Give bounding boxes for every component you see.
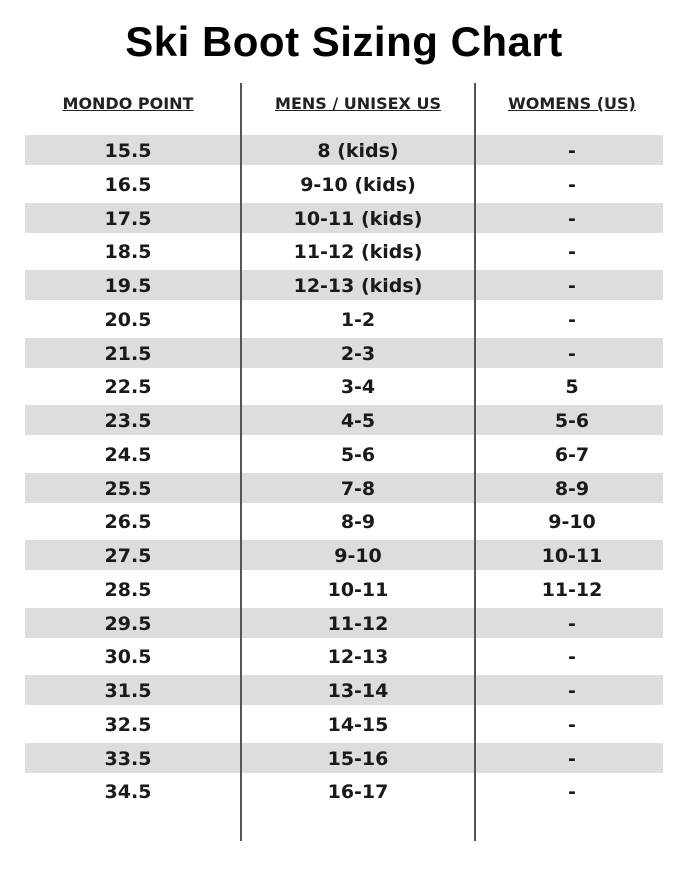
column-divider — [474, 83, 476, 841]
mondo-point-cell: 22.5 — [104, 376, 152, 399]
womens-size-cell: - — [568, 308, 576, 331]
womens-size-cell: - — [568, 612, 576, 635]
table-row — [0, 673, 688, 707]
table-row — [0, 302, 688, 336]
mens-size-cell: 2-3 — [340, 342, 376, 365]
header-mens-unisex: MENS / UNISEX US — [275, 94, 441, 113]
mens-size-cell: 11-12 (kids) — [293, 241, 423, 264]
womens-size-cell: 6-7 — [554, 443, 590, 466]
mens-size-cell: 16-17 — [327, 781, 389, 804]
table-row — [0, 201, 688, 235]
mondo-point-cell: 33.5 — [104, 747, 152, 770]
header-mondo-point: MONDO POINT — [62, 94, 194, 113]
mondo-point-cell: 21.5 — [104, 342, 152, 365]
header-womens: WOMENS (US) — [508, 94, 636, 113]
womens-size-cell: - — [568, 207, 576, 230]
table-row — [0, 471, 688, 505]
womens-size-cell: - — [568, 680, 576, 702]
womens-size-cell: 5 — [565, 376, 579, 399]
table-row — [0, 133, 688, 167]
mondo-point-cell: 20.5 — [104, 308, 152, 331]
mondo-point-cell: 16.5 — [104, 173, 152, 196]
mens-size-cell: 9-10 — [334, 545, 382, 567]
womens-size-cell: 8-9 — [554, 477, 590, 500]
mondo-point-cell: 23.5 — [104, 410, 152, 432]
mens-size-cell: 13-14 — [327, 680, 389, 702]
mens-size-cell: 5-6 — [340, 443, 376, 466]
mens-size-cell: 12-13 (kids) — [293, 275, 423, 297]
mondo-point-cell: 24.5 — [104, 443, 152, 466]
table-row — [0, 707, 688, 741]
table-row — [0, 268, 688, 302]
womens-size-cell: - — [568, 747, 576, 770]
womens-size-cell: - — [568, 646, 576, 669]
table-row — [0, 774, 688, 808]
mondo-point-cell: 29.5 — [104, 612, 152, 635]
table-row — [0, 504, 688, 538]
table-row — [0, 741, 688, 775]
mondo-point-cell: 19.5 — [104, 275, 152, 297]
womens-size-cell: 10-11 — [541, 545, 603, 567]
mens-size-cell: 8-9 — [340, 511, 376, 534]
mens-size-cell: 9-10 (kids) — [300, 173, 416, 196]
table-row — [0, 369, 688, 403]
mondo-point-cell: 30.5 — [104, 646, 152, 669]
mens-size-cell: 14-15 — [327, 713, 389, 736]
womens-size-cell: - — [568, 241, 576, 264]
womens-size-cell: - — [568, 713, 576, 736]
womens-size-cell: - — [568, 140, 576, 162]
mens-size-cell: 7-8 — [340, 477, 376, 500]
table-row — [0, 437, 688, 471]
mens-size-cell: 3-4 — [340, 376, 376, 399]
womens-size-cell: 11-12 — [541, 578, 603, 601]
mondo-point-cell: 15.5 — [104, 140, 152, 162]
mondo-point-cell: 17.5 — [104, 207, 152, 230]
table-row — [0, 606, 688, 640]
womens-size-cell: - — [568, 275, 576, 297]
column-divider — [240, 83, 242, 841]
mens-size-cell: 1-2 — [340, 308, 376, 331]
table-row — [0, 167, 688, 201]
mens-size-cell: 12-13 — [327, 646, 389, 669]
mondo-point-cell: 27.5 — [104, 545, 152, 567]
womens-size-cell: - — [568, 342, 576, 365]
mens-size-cell: 10-11 — [327, 578, 389, 601]
table-row — [0, 234, 688, 268]
womens-size-cell: - — [568, 173, 576, 196]
mens-size-cell: 8 (kids) — [317, 140, 399, 162]
table-row — [0, 403, 688, 437]
mondo-point-cell: 31.5 — [104, 680, 152, 702]
mens-size-cell: 15-16 — [327, 747, 389, 770]
mens-size-cell: 11-12 — [327, 612, 389, 635]
table-body — [0, 133, 688, 808]
table-row — [0, 538, 688, 572]
chart-title: Ski Boot Sizing Chart — [125, 18, 563, 65]
womens-size-cell: - — [568, 781, 576, 804]
mondo-point-cell: 18.5 — [104, 241, 152, 264]
mondo-point-cell: 32.5 — [104, 713, 152, 736]
mondo-point-cell: 34.5 — [104, 781, 152, 804]
table-row — [0, 639, 688, 673]
mondo-point-cell: 26.5 — [104, 511, 152, 534]
table-row — [0, 336, 688, 370]
mens-size-cell: 4-5 — [340, 410, 376, 432]
mondo-point-cell: 25.5 — [104, 477, 152, 500]
mens-size-cell: 10-11 (kids) — [293, 207, 423, 230]
mondo-point-cell: 28.5 — [104, 578, 152, 601]
womens-size-cell: 5-6 — [554, 410, 590, 432]
womens-size-cell: 9-10 — [548, 511, 596, 534]
table-row — [0, 572, 688, 606]
